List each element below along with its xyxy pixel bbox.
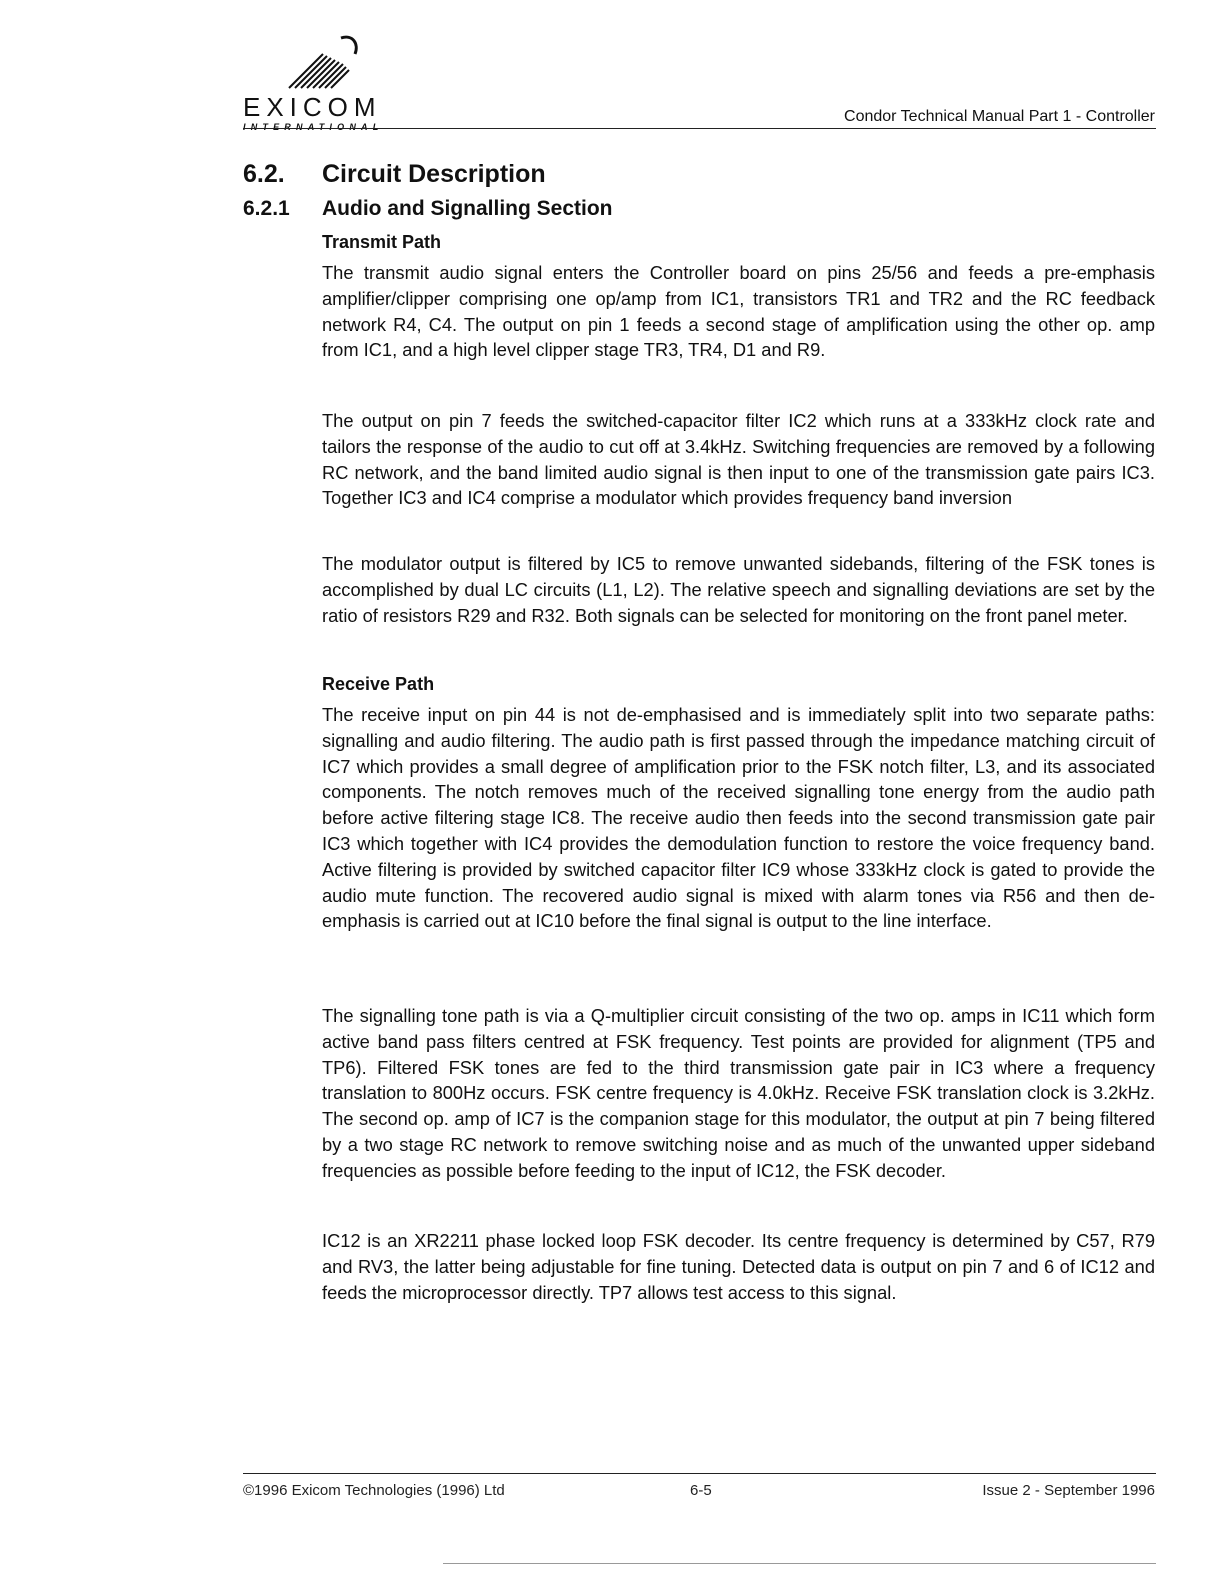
- footer-page-number: 6-5: [690, 1482, 712, 1499]
- logo-subtext: INTERNATIONAL: [243, 122, 384, 132]
- transmit-path-heading: Transmit Path: [322, 232, 442, 252]
- transmit-paragraph: The output on pin 7 feeds the switched-capacitor filter IC2 which runs at a 333kHz clock rate and tailors the response of the audio to cut off at 3.4kHz. Switching frequencies are removed by a following RC network, and the band limited audio signal is then input to one of the transmission gate pairs IC3. Together IC3 and IC4 comprise a modulator which provides frequency band inversion: [322, 410, 1155, 509]
- transmit-paragraph: The transmit audio signal enters the Controller board on pins 25/56 and feeds a pre-emphasis amplifier/clipper comprising one op/amp from IC1, transistors TR1 and TR2 and the RC feedback network R4, C4. The output on pin 1 feeds a second stage of amplification using the other op. amp from IC1, and a high level clipper stage TR3, TR4, D1 and R9.: [322, 262, 1155, 361]
- footer-issue: Issue 2 - September 1996: [982, 1482, 1155, 1499]
- section-number: 6.2.: [243, 160, 285, 188]
- subsection-title: Audio and Signalling Section: [322, 197, 613, 220]
- receive-paragraph: The receive input on pin 44 is not de-emphasised and is immediately split into two separate paths: signalling and audio filtering. The audio path is first passed through the impedance matching circuit of IC7 which provides a small degree of amplification prior to the FSK notch filter, L3, and its associated components. The notch removes much of the received signalling tone energy from the audio path before active filtering stage IC8. The receive audio then feeds into the second transmission gate pair IC3 which together with IC4 provides the demodulation function to restore the voice frequency band. Active filtering is provided by switched capacitor filter IC9 whose 333kHz clock is gated to provide the audio mute function. The recovered audio signal is mixed with alarm tones via R56 and then de-emphasis is carried out at IC10 before the final signal is output to the line interface.: [322, 704, 1155, 932]
- manual-title: Condor Technical Manual Part 1 - Controller: [844, 108, 1155, 125]
- scan-edge-line: [443, 1563, 1156, 1564]
- receive-path-heading: Receive Path: [322, 674, 435, 694]
- footer-divider: [243, 1473, 1156, 1474]
- exicom-logo: [243, 30, 403, 130]
- subsection-number: 6.2.1: [243, 197, 290, 220]
- exicom-logo-mark-icon: [283, 30, 363, 92]
- transmit-paragraph: The modulator output is filtered by IC5 to remove unwanted sidebands, filtering of the FSK tones is accomplished by dual LC circuits (L1, L2). The relative speech and signalling deviations are set by the ratio of resistors R29 and R32. Both signals can be selected for monitoring on the front panel meter.: [322, 553, 1155, 626]
- receive-paragraph: IC12 is an XR2211 phase locked loop FSK decoder. Its centre frequency is determined by C57, R79 and RV3, the latter being adjustable for fine tuning. Detected data is output on pin 7 and 6 of IC12 and feeds the microprocessor directly. TP7 allows test access to this signal.: [322, 1230, 1155, 1303]
- footer-copyright: ©1996 Exicom Technologies (1996) Ltd: [243, 1482, 505, 1499]
- header-divider: [243, 128, 1156, 129]
- logo-wordmark: EXICOM: [243, 92, 382, 122]
- receive-paragraph: The signalling tone path is via a Q-multiplier circuit consisting of the two op. amps in IC11 which form active band pass filters centred at FSK frequency. Test points are provided for alignment (TP5 and TP6). Filtered FSK tones are fed to the third transmission gate pair in IC3 where a frequency translation to 800Hz occurs. FSK centre frequency is 4.0kHz. Receive FSK translation clock is 3.2kHz. The second op. amp of IC7 is the companion stage for this modulator, the output at pin 7 being filtered by a two stage RC network to remove switching noise and as much of the unwanted upper sideband frequencies as possible before feeding to the input of IC12, the FSK decoder.: [322, 1005, 1155, 1181]
- section-title: Circuit Description: [322, 160, 546, 188]
